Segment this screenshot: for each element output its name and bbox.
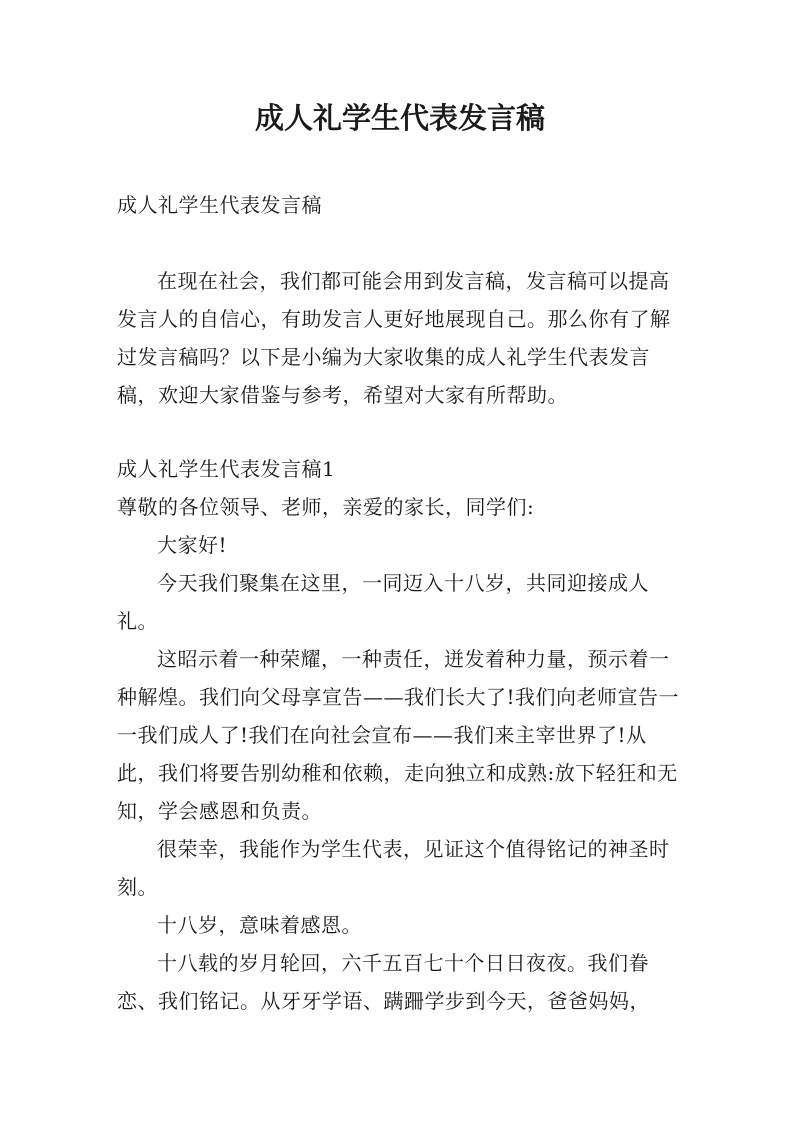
body-paragraph: 大家好!: [157, 533, 228, 557]
body-paragraph: 今天我们聚集在这里，一同迈入十八岁，共同迎接成人礼。: [117, 571, 649, 633]
intro-paragraph: 在现在社会，我们都可能会用到发言稿，发言稿可以提高发言人的自信心，有助发言人更好地展现自己。那么你有了解过发言稿吗？以下是小编为大家收集的成人礼学生代表发言稿，欢迎大家借鉴与参考，希望对大家有所帮助。: [117, 269, 671, 407]
document-title: 成人礼学生代表发言稿: [254, 101, 545, 135]
body-paragraph: 很荣幸，我能作为学生代表，见证这个值得铭记的神圣时刻。: [117, 837, 670, 899]
document-body: [117, 186, 683, 1020]
section-heading: 成人礼学生代表发言稿1: [117, 457, 336, 481]
document-subtitle: 成人礼学生代表发言稿: [117, 193, 322, 217]
body-paragraph: 十八载的岁月轮回，六千五百七十个日日夜夜。我们眷恋、我们铭记。从牙牙学语、蹒跚学步到今天，爸爸妈妈，: [117, 951, 650, 1013]
salutation: 尊敬的各位领导、老师，亲爱的家长，同学们:: [117, 495, 535, 519]
body-paragraph: 这昭示着一种荣耀，一种责任，迸发着种力量，预示着一种解煌。我们向父母享宣告——我们长大了!我们向老师宣告一一我们成人了!我们在向社会宣布——我们来主宰世界了!从此，我们将要告别幼稚和依赖，走向独立和成熟:放下轻狂和无知，学会感恩和负责。: [117, 647, 680, 823]
body-paragraph: 十八岁，意味着感恩。: [157, 913, 362, 937]
